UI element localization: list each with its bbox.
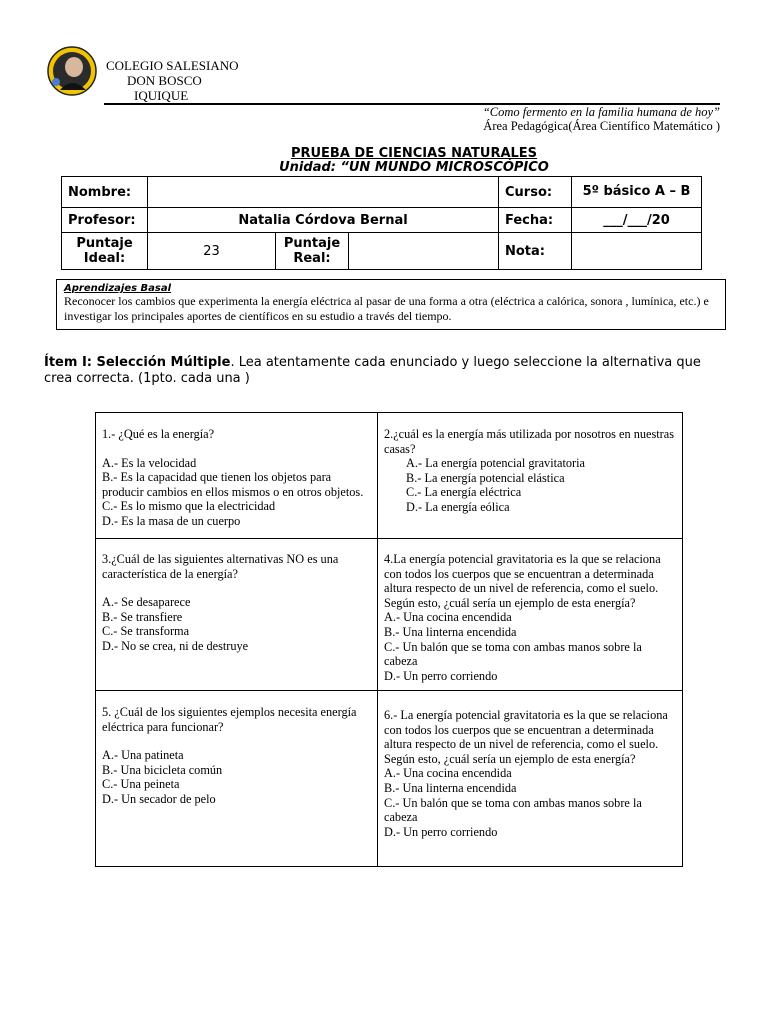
school-logo	[44, 46, 100, 96]
question-1	[102, 427, 370, 529]
question-4-option-a[interactable]: A.- Una cocina encendida	[384, 610, 512, 625]
question-2-option-d[interactable]: D.- La energía eólica	[406, 499, 510, 514]
school-name	[106, 58, 239, 103]
question-3-option-c[interactable]: C.- Se transforma	[102, 624, 190, 639]
curso-value: 5º básico A – B	[572, 177, 702, 208]
question-2-option-b[interactable]: B.- La energía potencial elástica	[406, 470, 565, 485]
question-1-option-b[interactable]: B.- Es la capacidad que tienen los objetos para producir cambios en ellos mismos o en otros objetos.	[102, 470, 364, 499]
question-6-option-d[interactable]: D.- Un perro corriendo	[384, 824, 498, 839]
puntaje-ideal-value: 23	[148, 233, 276, 270]
school-line-2: DON BOSCO	[127, 73, 202, 88]
question-3	[102, 552, 374, 654]
question-2-option-c[interactable]: C.- La energía eléctrica	[406, 485, 522, 500]
question-3-option-b[interactable]: B.- Se transfiere	[102, 609, 183, 624]
grid-divider-row1	[96, 538, 682, 539]
question-6-option-b[interactable]: B.- Una linterna encendida	[384, 780, 517, 795]
aprendizajes-box	[56, 279, 726, 330]
school-line-3: IQUIQUE	[134, 88, 189, 103]
item-heading: Ítem I	[44, 355, 87, 370]
pedagogical-area: Área Pedagógica(Área Científico Matemático )	[483, 119, 720, 133]
puntaje-ideal-label: Puntaje Ideal:	[62, 233, 148, 270]
curso-label: Curso:	[499, 177, 572, 208]
nota-label: Nota:	[499, 233, 572, 270]
aprendizajes-title: Aprendizajes Basal	[64, 283, 172, 294]
question-2-option-a[interactable]: A.- La energía potencial gravitatoria	[406, 456, 586, 471]
question-6-stem: 6.- La energía potencial gravitatoria es la que se relaciona con todos los cuerpos que se encuentran a determinada altura respecto de un nivel de referencia, como el suelo. Según esto, ¿cuál sería un ejemplo de esta energía?	[384, 708, 668, 766]
question-3-option-d[interactable]: D.- No se crea, ni de destruye	[102, 638, 249, 653]
fecha-label: Fecha:	[499, 208, 572, 233]
question-1-stem: 1.- ¿Qué es la energía?	[102, 427, 215, 441]
question-4-option-d[interactable]: D.- Un perro corriendo	[384, 668, 498, 683]
question-5-option-d[interactable]: D.- Un secador de pelo	[102, 791, 216, 806]
nombre-field[interactable]	[148, 177, 499, 208]
nota-field[interactable]	[572, 233, 702, 270]
question-4-option-c[interactable]: C.- Un balón que se toma con ambas manos sobre la cabeza	[384, 639, 642, 669]
test-title: PRUEBA DE CIENCIAS NATURALES	[290, 146, 538, 161]
question-6-option-a[interactable]: A.- Una cocina encendida	[384, 766, 512, 781]
question-2-stem: 2.¿cuál es la energía más utilizada por nosotros en nuestras casas?	[384, 427, 675, 456]
student-info-table	[61, 176, 702, 270]
profesor-value: Natalia Córdova Bernal	[148, 208, 499, 233]
question-4	[384, 552, 678, 683]
grid-divider-row2	[96, 690, 682, 691]
question-4-stem: 4.La energía potencial gravitatoria es la que se relaciona con todos los cuerpos que se encuentran a determinada altura respecto de un nivel de referencia, como el suelo. Según esto, ¿cuál sería un ejemplo de esta energía?	[384, 552, 661, 610]
question-6-option-c[interactable]: C.- Un balón que se toma con ambas manos sobre la cabeza	[384, 795, 642, 825]
school-motto: “Como fermento en la familia humana de hoy”	[482, 105, 720, 119]
question-1-option-a[interactable]: A.- Es la velocidad	[102, 455, 197, 470]
questions-grid	[95, 412, 683, 867]
puntaje-real-label: Puntaje Real:	[276, 233, 349, 270]
puntaje-real-field[interactable]	[349, 233, 499, 270]
question-2	[384, 427, 678, 515]
item-instructions	[44, 355, 724, 387]
question-4-option-b[interactable]: B.- Una linterna encendida	[384, 624, 517, 639]
item-instructions-text: . Lea atentamente cada enunciado y luego seleccione la alternativa que crea correcta. (1pto. cada una )	[44, 355, 701, 386]
question-5	[102, 705, 362, 807]
school-line-1: COLEGIO SALESIANO	[106, 58, 239, 73]
grid-divider-vertical	[377, 413, 378, 866]
question-5-option-b[interactable]: B.- Una bicicleta común	[102, 762, 223, 777]
unit-title: Unidad: “UN MUNDO MICROSCÓPICO	[279, 160, 549, 175]
question-1-option-d[interactable]: D.- Es la masa de un cuerpo	[102, 513, 241, 528]
question-3-stem: 3.¿Cuál de las siguientes alternativas NO es una característica de la energía?	[102, 552, 339, 581]
nombre-label: Nombre:	[62, 177, 148, 208]
question-5-option-c[interactable]: C.- Una peineta	[102, 777, 180, 792]
fecha-value[interactable]: ___/___/20	[572, 208, 702, 233]
aprendizajes-text: Reconocer los cambios que experimenta la energía eléctrica al pasar de una forma a otra (eléctrica a calórica, sonora , lumínica, etc.) e investigar los principales aportes de científicos en su estudio a través del tiempo.	[64, 294, 709, 323]
question-6	[384, 708, 678, 839]
profesor-label: Profesor:	[62, 208, 148, 233]
question-5-stem: 5. ¿Cuál de los siguientes ejemplos necesita energía eléctrica para funcionar?	[102, 705, 357, 734]
question-1-option-c[interactable]: C.- Es lo mismo que la electricidad	[102, 499, 276, 514]
item-subheading: : Selección Múltiple	[86, 355, 231, 370]
question-3-option-a[interactable]: A.- Se desaparece	[102, 595, 191, 610]
question-5-option-a[interactable]: A.- Una patineta	[102, 748, 184, 763]
